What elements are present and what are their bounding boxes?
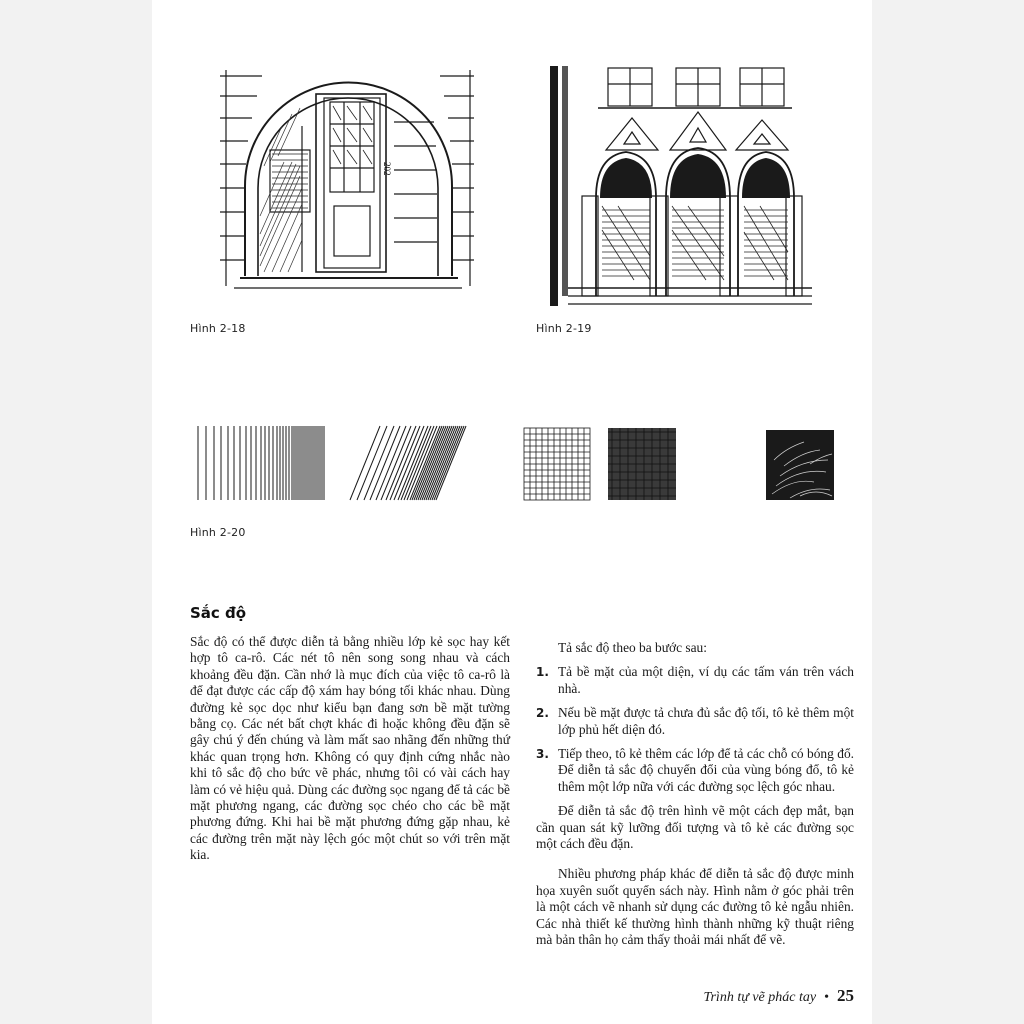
- running-title: Trình tự vẽ phác tay: [703, 990, 817, 1005]
- step-number: 2.: [536, 706, 549, 721]
- paragraph-after-steps: Để diễn tả sắc độ trên hình vẽ một cách đẹp mắt, bạn cần quan sát kỹ lưỡng đối tượng và tô kẻ các đường sọc một cách đều đặn.: [536, 803, 854, 852]
- step-number: 1.: [536, 665, 549, 680]
- figure-2-19-gothic-arches: [548, 66, 822, 306]
- step-text: Tả bề mặt của một diện, ví dụ các tấm ván trên vách nhà.: [558, 664, 854, 696]
- step-item: [536, 664, 854, 697]
- left-column: [190, 634, 510, 864]
- caption-fig-2-20: Hình 2-20: [190, 526, 246, 539]
- step-text: Tiếp theo, tô kẻ thêm các lớp để tả các chỗ có bóng đổ. Để diễn tả sắc độ chuyển đổi của vùng bóng đổ, tô kẻ thêm một lớp nữa với các đường sọc lệch góc nhau.: [558, 746, 854, 794]
- step-item: [536, 705, 854, 738]
- paragraph-last: Nhiều phương pháp khác để diễn tả sắc độ được minh họa xuyên suốt quyển sách này. Hình nằm ở góc phải trên là một cách vẽ nhanh sử dụng các đường tô kẻ ngẫu nhiên. Các nhà thiết kế thường hình thành những kỹ thuật riêng mà bản thân họ cảm thấy thoải mái nhất để vẽ.: [536, 866, 854, 948]
- figure-2-20-tone-swatches: [190, 420, 850, 510]
- step-text: Nếu bề mặt được tả chưa đủ sắc độ tối, tô kẻ thêm một lớp phủ hết diện đó.: [558, 705, 854, 737]
- step-item: [536, 746, 854, 795]
- caption-fig-2-19: Hình 2-19: [536, 322, 592, 335]
- steps-intro: Tả sắc độ theo ba bước sau:: [558, 640, 707, 655]
- caption-fig-2-18: Hình 2-18: [190, 322, 246, 335]
- page-number: 25: [837, 986, 854, 1005]
- footer-separator: •: [824, 990, 829, 1005]
- figure-2-18-arched-door: [212, 66, 482, 294]
- step-number: 3.: [536, 747, 549, 762]
- page-footer: [703, 986, 854, 1006]
- left-paragraph: Sắc độ có thể được diễn tả bằng nhiều lớp kẻ sọc hay kết hợp tô ca-rô. Các nét tô nên song song nhau và cách khoảng đều đặn. Cần nhớ là mục đích của việc tô ca-rô là để đạt được các cấp độ xám hay bóng tối khác nhau. Dùng đường kẻ sọc dọc như kiểu bạn đang sơn bề mặt tường bằng cọ. Các nét bất chợt khác đi hoặc không đều đặn sẽ gây chú ý đến chúng và làm mất sao nhãng đến những thứ khác quan trọng hơn. Không có quy định cứng nhắc nào khi tô sắc độ cho bức vẽ phác, nhưng tôi có vài cách hay làm có vẻ hiệu quả. Dùng các đường sọc ngang để tả các bề mặt phương ngang, các đường sọc chéo cho các bề mặt phương đứng. Khi hai bề mặt phương đứng gặp nhau, kẻ các đường trên mặt này lệch góc một chút so với trên mặt kia.: [190, 634, 510, 863]
- section-title: Sắc độ: [190, 604, 247, 622]
- right-column: [536, 640, 854, 949]
- door-number: 202: [382, 162, 392, 176]
